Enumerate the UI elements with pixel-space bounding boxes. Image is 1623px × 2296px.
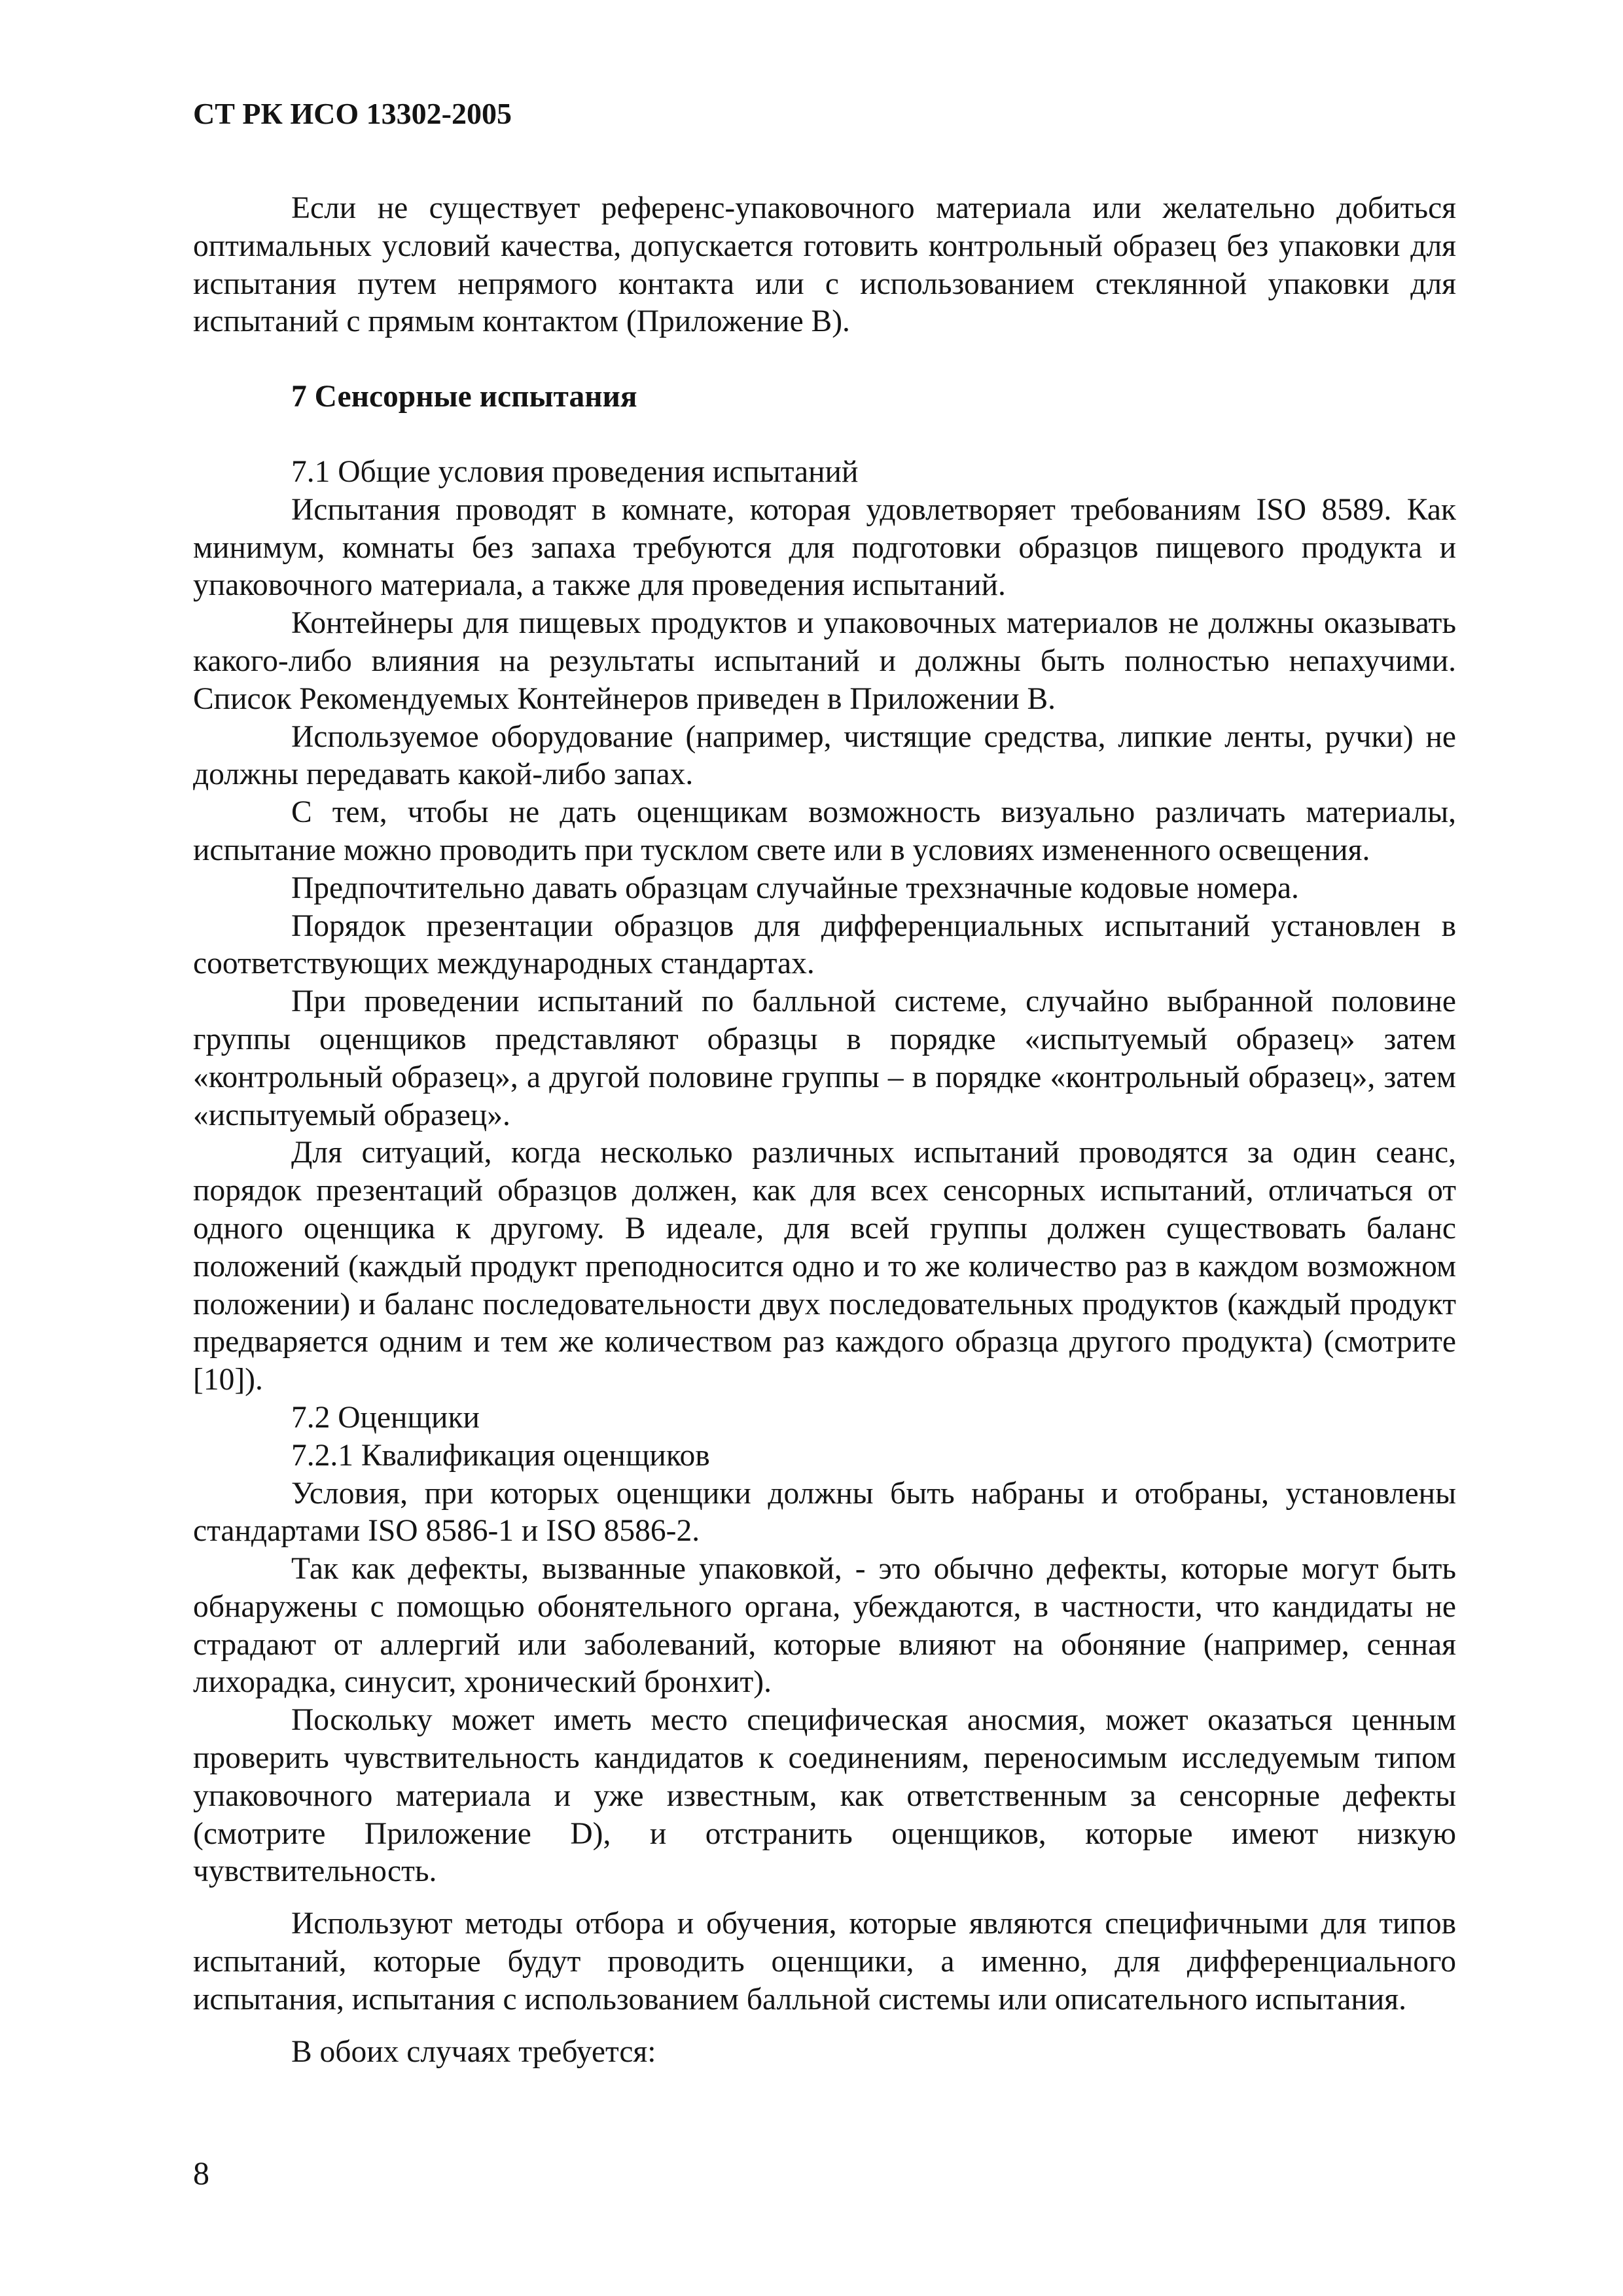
paragraph-olfactory-defects: Так как дефекты, вызванные упаковкой, - это обычно дефекты, которые могут быть обнаружены с помощью обонятельного органа, убеждаются, в частности, что кандидаты не страдают от аллергий или заболеваний, которые влияют на обоняние (например, сенная лихорадка, синусит, хронический бронхит). [193,1552,1456,1700]
paragraph-containers: Контейнеры для пищевых продуктов и упаковочных материалов не должны оказывать какого-либо влияния на результаты испытаний и должны быть полностью непахучими. Список Рекомендуемых Контейнеров приведен в Приложении В. [193,606,1456,716]
paragraph-equipment: Используемое оборудование (например, чистящие средства, липкие ленты, ручки) не должны передавать какой-либо запах. [193,719,1456,792]
document-header-standard-number: СТ РК ИСО 13302-2005 [193,97,512,130]
paragraph-lighting: С тем, чтобы не дать оценщикам возможность визуально различать материалы, испытание можно проводить при тусклом свете или в условиях измененного освещения. [193,795,1456,867]
paragraph-training-methods: Используют методы отбора и обучения, которые являются специфичными для типов испытаний, которые будут проводить оценщики, а именно, для дифференциального испытания, испытания с использованием балльной системы или описательного испытания. [193,1907,1456,2017]
subsection-heading-general-conditions: 7.1 Общие условия проведения испытаний [291,454,859,489]
paragraph-test-room: Испытания проводят в комнате, которая удовлетворяет требованиям ISO 8589. Как минимум, комнаты без запаха требуются для подготовки образцов пищевого продукта и упаковочного материала, а также для проведения испытаний. [193,492,1456,603]
paragraph-selection-standards: Условия, при которых оценщики должны быть набраны и отобраны, установлены стандартами ISO 8586-1 и ISO 8586-2. [193,1476,1456,1549]
paragraph-both-cases: В обоих случаях требуется: [291,2034,656,2069]
paragraph-sample-codes: Предпочтительно давать образцам случайные трехзначные кодовые номера. [291,870,1299,905]
paragraph-scoring-system: При проведении испытаний по балльной системе, случайно выбранной половине группы оценщиков представляют образцы в порядке «испытуемый образец» затем «контрольный образец», а другой половине группы – в порядке «контрольный образец», затем «испытуемый образец». [193,984,1456,1132]
subsection-heading-assessors: 7.2 Оценщики [291,1400,480,1435]
page-number: 8 [193,2155,209,2191]
document-body [193,190,1456,2071]
paragraph-specific-anosmia: Поскольку может иметь место специфическая аносмия, может оказаться ценным проверить чувствительность кандидатов к соединениям, переносимым исследуемым типом упаковочного материала и уже известным, как ответственным за сенсорные дефекты (смотрите Приложение D), и отстранить оценщиков, которые имеют низкую чувствительность. [193,1703,1456,1889]
paragraph-presentation-order: Порядок презентации образцов для дифференциальных испытаний установлен в соответствующих международных стандартах. [193,908,1456,981]
subsection-heading-assessor-qualification: 7.2.1 Квалификация оценщиков [291,1438,710,1473]
section-heading-sensory-tests: 7 Сенсорные испытания [291,380,637,414]
paragraph-reference-packaging: Если не существует референс-упаковочного материала или желательно добиться оптимальных условий качества, допускается готовить контрольный образец без упаковки для испытания путем непрямого контакта или с использованием стеклянной упаковки для испытаний с прямым контактом (Приложение В). [193,191,1456,339]
paragraph-multiple-tests: Для ситуаций, когда несколько различных испытаний проводятся за один сеанс, порядок презентаций образцов должен, как для всех сенсорных испытаний, отличаться от одного оценщика к другому. В идеале, для всей группы должен существовать баланс положений (каждый продукт преподносится одно и то же количество раз в каждом возможном положении) и баланс последовательности двух последовательных продуктов (каждый продукт предваряется одним и тем же количеством раз каждого образца другого продукта) (смотрите [10]). [193,1136,1456,1397]
